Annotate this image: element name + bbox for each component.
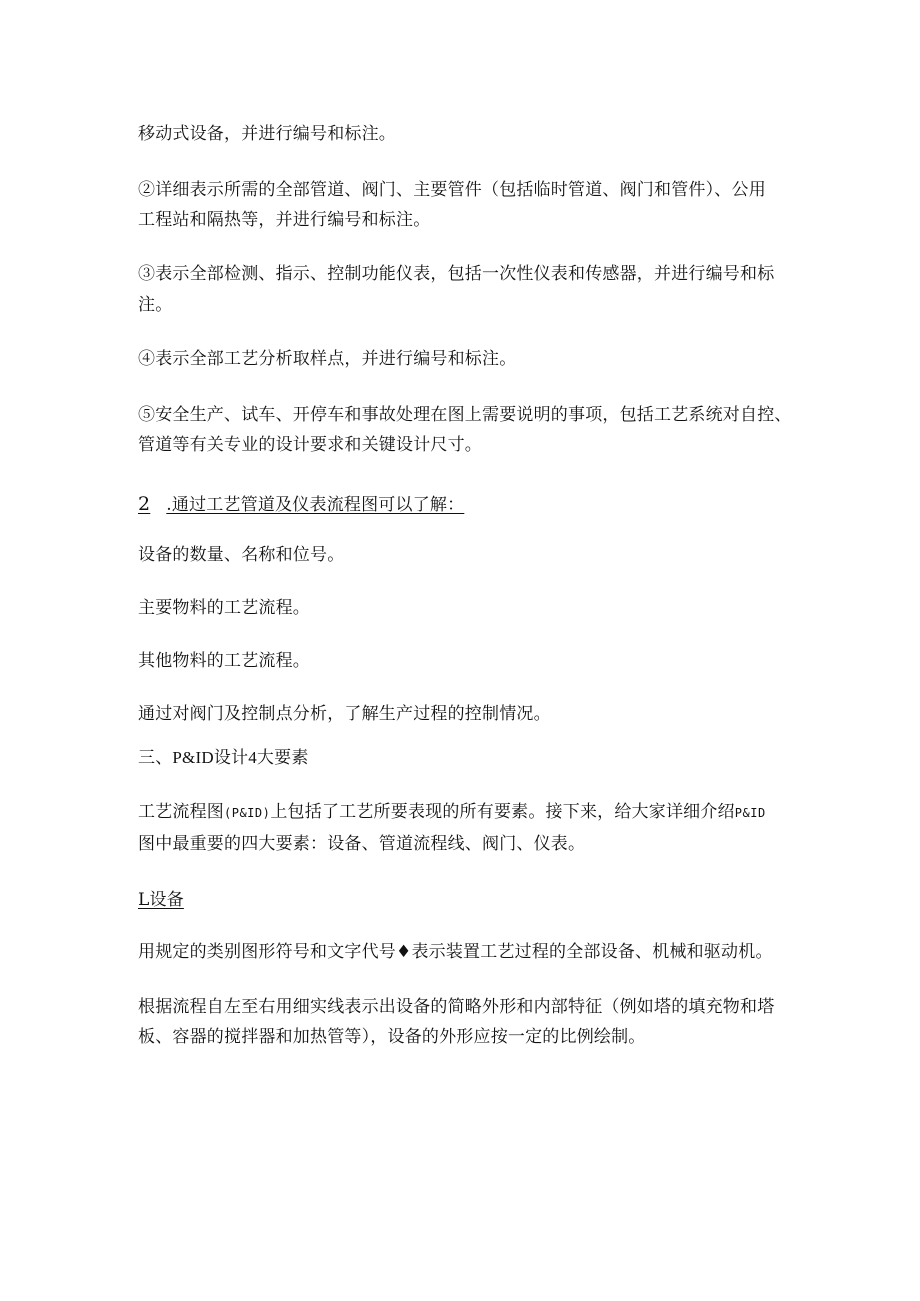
paragraph-line: 根据流程自左至右用细实线表示出设备的简略外形和内部特征（例如塔的填充物和塔: [138, 997, 775, 1017]
section-heading: [138, 494, 464, 515]
text-run-code: P&ID: [734, 806, 766, 820]
paragraph-line: 图中最重要的四大要素：设备、管道流程线、阀门、仪表。: [138, 834, 586, 854]
paragraph-line: ②详细表示所需的全部管道、阀门、主要管件（包括临时管道、阀门和管件）、公用: [138, 180, 766, 200]
section-number: 2: [138, 493, 151, 515]
paragraph-line: 板、容器的搅拌器和加热管等），设备的外形应按一定的比例绘制。: [138, 1027, 646, 1047]
text-run-code: (P&ID): [224, 806, 271, 820]
paragraph-line: 移动式设备，并进行编号和标注。: [138, 124, 396, 144]
paragraph-line: 注。: [138, 295, 173, 315]
paragraph-line: 管道等有关专业的设计要求和关键设计尺寸。: [138, 435, 482, 455]
paragraph-line: 工程站和隔热等，并进行编号和标注。: [138, 210, 431, 230]
paragraph-line: ③表示全部检测、指示、控制功能仪表，包括一次性仪表和传感器，并进行编号和标: [138, 264, 775, 284]
text-run: 上包括了工艺所要表现的所有要素。接下来，给大家详细介绍: [270, 802, 735, 822]
paragraph-line: ④表示全部工艺分析取样点，并进行编号和标注。: [138, 349, 517, 369]
subsection-heading: L设备: [138, 890, 184, 910]
section-heading-text: .通过工艺管道及仪表流程图可以了解：: [166, 495, 465, 515]
list-item: 设备的数量、名称和位号。: [138, 545, 345, 565]
chapter-heading: 三、P&ID设计4大要素: [138, 748, 309, 767]
list-item: 主要物料的工艺流程。: [138, 598, 310, 618]
paragraph-line: [138, 802, 766, 823]
text-run: 工艺流程图: [138, 802, 224, 822]
list-item: 其他物料的工艺流程。: [138, 651, 310, 671]
paragraph-line: ⑤安全生产、试车、开停车和事故处理在图上需要说明的事项，包括工艺系统对自控、: [138, 405, 792, 425]
paragraph-line: 用规定的类别图形符号和文字代号♦表示装置工艺过程的全部设备、机械和驱动机。: [138, 942, 773, 962]
list-item: 通过对阀门及控制点分析，了解生产过程的控制情况。: [138, 704, 551, 724]
